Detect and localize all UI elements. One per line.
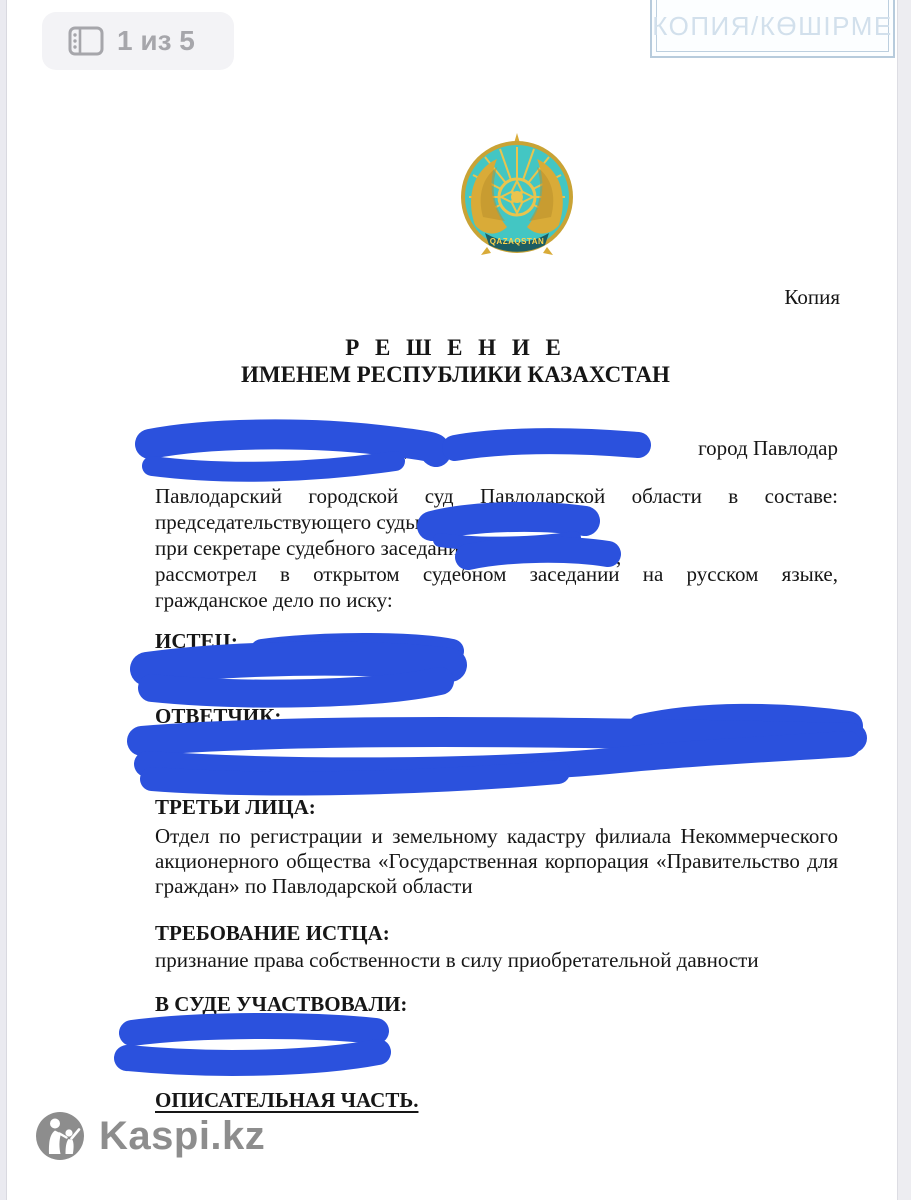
intro-line: Павлодарский городской суд Павлодарской области в составе: <box>155 484 838 508</box>
redaction-stroke <box>455 441 638 448</box>
kaspi-logo-icon <box>36 1112 84 1160</box>
redaction-stroke <box>152 681 440 694</box>
third-parties-line: Отдел по регистрации и земельному кадастру филиала Некоммерческого <box>155 824 838 848</box>
redaction-stroke <box>152 461 395 472</box>
redaction-stroke <box>152 772 558 783</box>
case-number-prefix: дело <box>405 436 446 460</box>
right-edge-strip[interactable] <box>897 0 911 1200</box>
intro-line: рассмотрел в открытом судебном заседании на русском языке, <box>155 562 838 586</box>
claim-text: признание права собственности в силу приобретательной давности <box>155 948 759 972</box>
third-parties-line: граждан» по Павлодарской области <box>155 874 473 898</box>
defendant-heading: ОТВЕТЧИК: <box>155 704 282 728</box>
descriptive-part-heading: ОПИСАТЕЛЬНАЯ ЧАСТЬ. <box>155 1088 419 1112</box>
copy-stamp-text: КОПИЯ/КӨШІРМЕ <box>652 10 893 41</box>
participants-heading: В СУДЕ УЧАСТВОВАЛИ: <box>155 992 408 1016</box>
copy-stamp <box>650 0 895 58</box>
brand-watermark <box>36 1112 265 1160</box>
redaction-stroke <box>147 744 848 770</box>
copy-stamp-inner-border <box>652 0 893 52</box>
third-parties-paragraph <box>155 824 838 899</box>
page-indicator-label: 1 из 5 <box>117 25 195 56</box>
brand-name: Kaspi.kz <box>99 1113 266 1158</box>
intro-paragraph <box>155 483 838 613</box>
left-edge-strip <box>0 0 7 1200</box>
kazakhstan-emblem-icon <box>459 133 575 257</box>
pages-icon <box>68 26 104 56</box>
case-city: город Павлодар <box>698 436 838 460</box>
plaintiff-heading: ИСТЕЦ: <box>155 629 238 653</box>
third-parties-line: акционерного общества «Государственная корпорация «Правительство для <box>155 849 838 873</box>
secretary-trailing-comma: , <box>616 545 622 569</box>
redaction-stroke <box>150 434 436 452</box>
claim-heading: ТРЕБОВАНИЕ ИСТЦА: <box>155 921 390 945</box>
redaction-stroke <box>147 659 450 669</box>
redaction-stroke <box>132 1026 376 1033</box>
title-line-1: Р Е Ш Е Н И Е <box>345 335 566 360</box>
third-parties-heading: ТРЕТЬИ ЛИЦА: <box>155 795 316 819</box>
document-title <box>0 334 911 388</box>
page-indicator[interactable] <box>42 12 234 70</box>
copy-label: Копия <box>784 285 840 309</box>
title-line-2: ИМЕНЕМ РЕСПУБЛИКИ КАЗАХСТАН <box>241 362 670 387</box>
emblem-caption: QAZAQSTAN <box>489 237 545 246</box>
intro-line: председательствующего судьи <box>155 510 427 534</box>
redaction-stroke <box>127 1052 378 1063</box>
intro-line: гражданское дело по иску: <box>155 588 393 612</box>
redaction-stroke <box>142 732 852 741</box>
intro-line: при секретаре судебного заседания <box>155 536 469 560</box>
